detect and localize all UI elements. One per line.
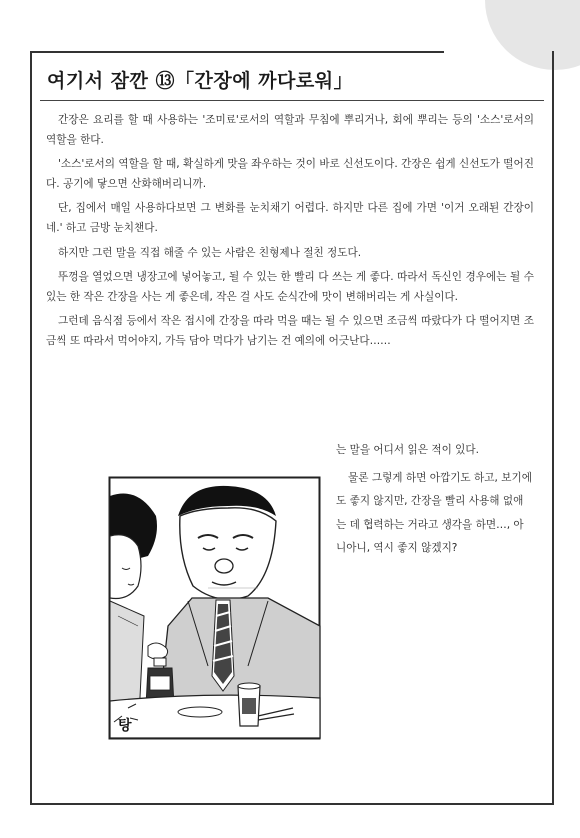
page-title: 여기서 잠깐 ⑬「간장에 까다로워」 xyxy=(47,70,354,92)
side-paragraph: 물론 그렇게 하면 아깝기도 하고, 보기에도 좋지 않지만, 간장을 빨리 사용해 없애는 데 협력하는 거라고 생각을 하면…, 아니아니, 역시 좋지 않겠지? xyxy=(336,472,532,554)
continuation-line: 는 말을 어디서 읽은 적이 있다. xyxy=(336,444,480,456)
side-text xyxy=(336,467,532,560)
title-rule xyxy=(40,100,544,101)
body-text xyxy=(46,111,534,357)
frame-top-rule xyxy=(30,51,444,53)
cartoon-illustration xyxy=(108,476,321,740)
paragraph: 그런데 음식점 등에서 작은 접시에 간장을 따라 먹을 때는 될 수 있으면 조금씩 따랐다가 다 떨어지면 조금씩 또 따라서 먹어야지, 가득 담아 먹다가 남기는 건 예의에 어긋난다…… xyxy=(46,315,534,347)
sound-effect: 탕 xyxy=(118,718,132,734)
paragraph: 단, 집에서 매일 사용하다보면 그 변화를 눈치채기 어렵다. 하지만 다른 집에 가면 '이거 오래된 간장이네.' 하고 금방 눈치챈다. xyxy=(46,202,534,234)
paragraph: '소스'로서의 역할을 할 때, 확실하게 맛을 좌우하는 것이 바로 신선도이다. 간장은 쉽게 신선도가 떨어진다. 공기에 닿으면 산화해버리니까. xyxy=(46,158,534,190)
small-dish xyxy=(178,707,222,717)
paragraph: 뚜껑을 열었으면 냉장고에 넣어놓고, 될 수 있는 한 빨리 다 쓰는 게 좋다. 따라서 독신인 경우에는 될 수 있는 한 작은 간장을 사는 게 좋은데, 작은 걸 사도 순식간에 맛이 변해버리는 게 사실이다. xyxy=(46,271,534,303)
paragraph: 하지만 그런 말을 직접 해줄 수 있는 사람은 친형제나 절친 정도다. xyxy=(58,246,362,259)
paragraph: 간장은 요리를 할 때 사용하는 '조미료'로서의 역할과 무침에 뿌리거나, 회에 뿌리는 등의 '소스'로서의 역할을 한다. xyxy=(46,114,534,146)
